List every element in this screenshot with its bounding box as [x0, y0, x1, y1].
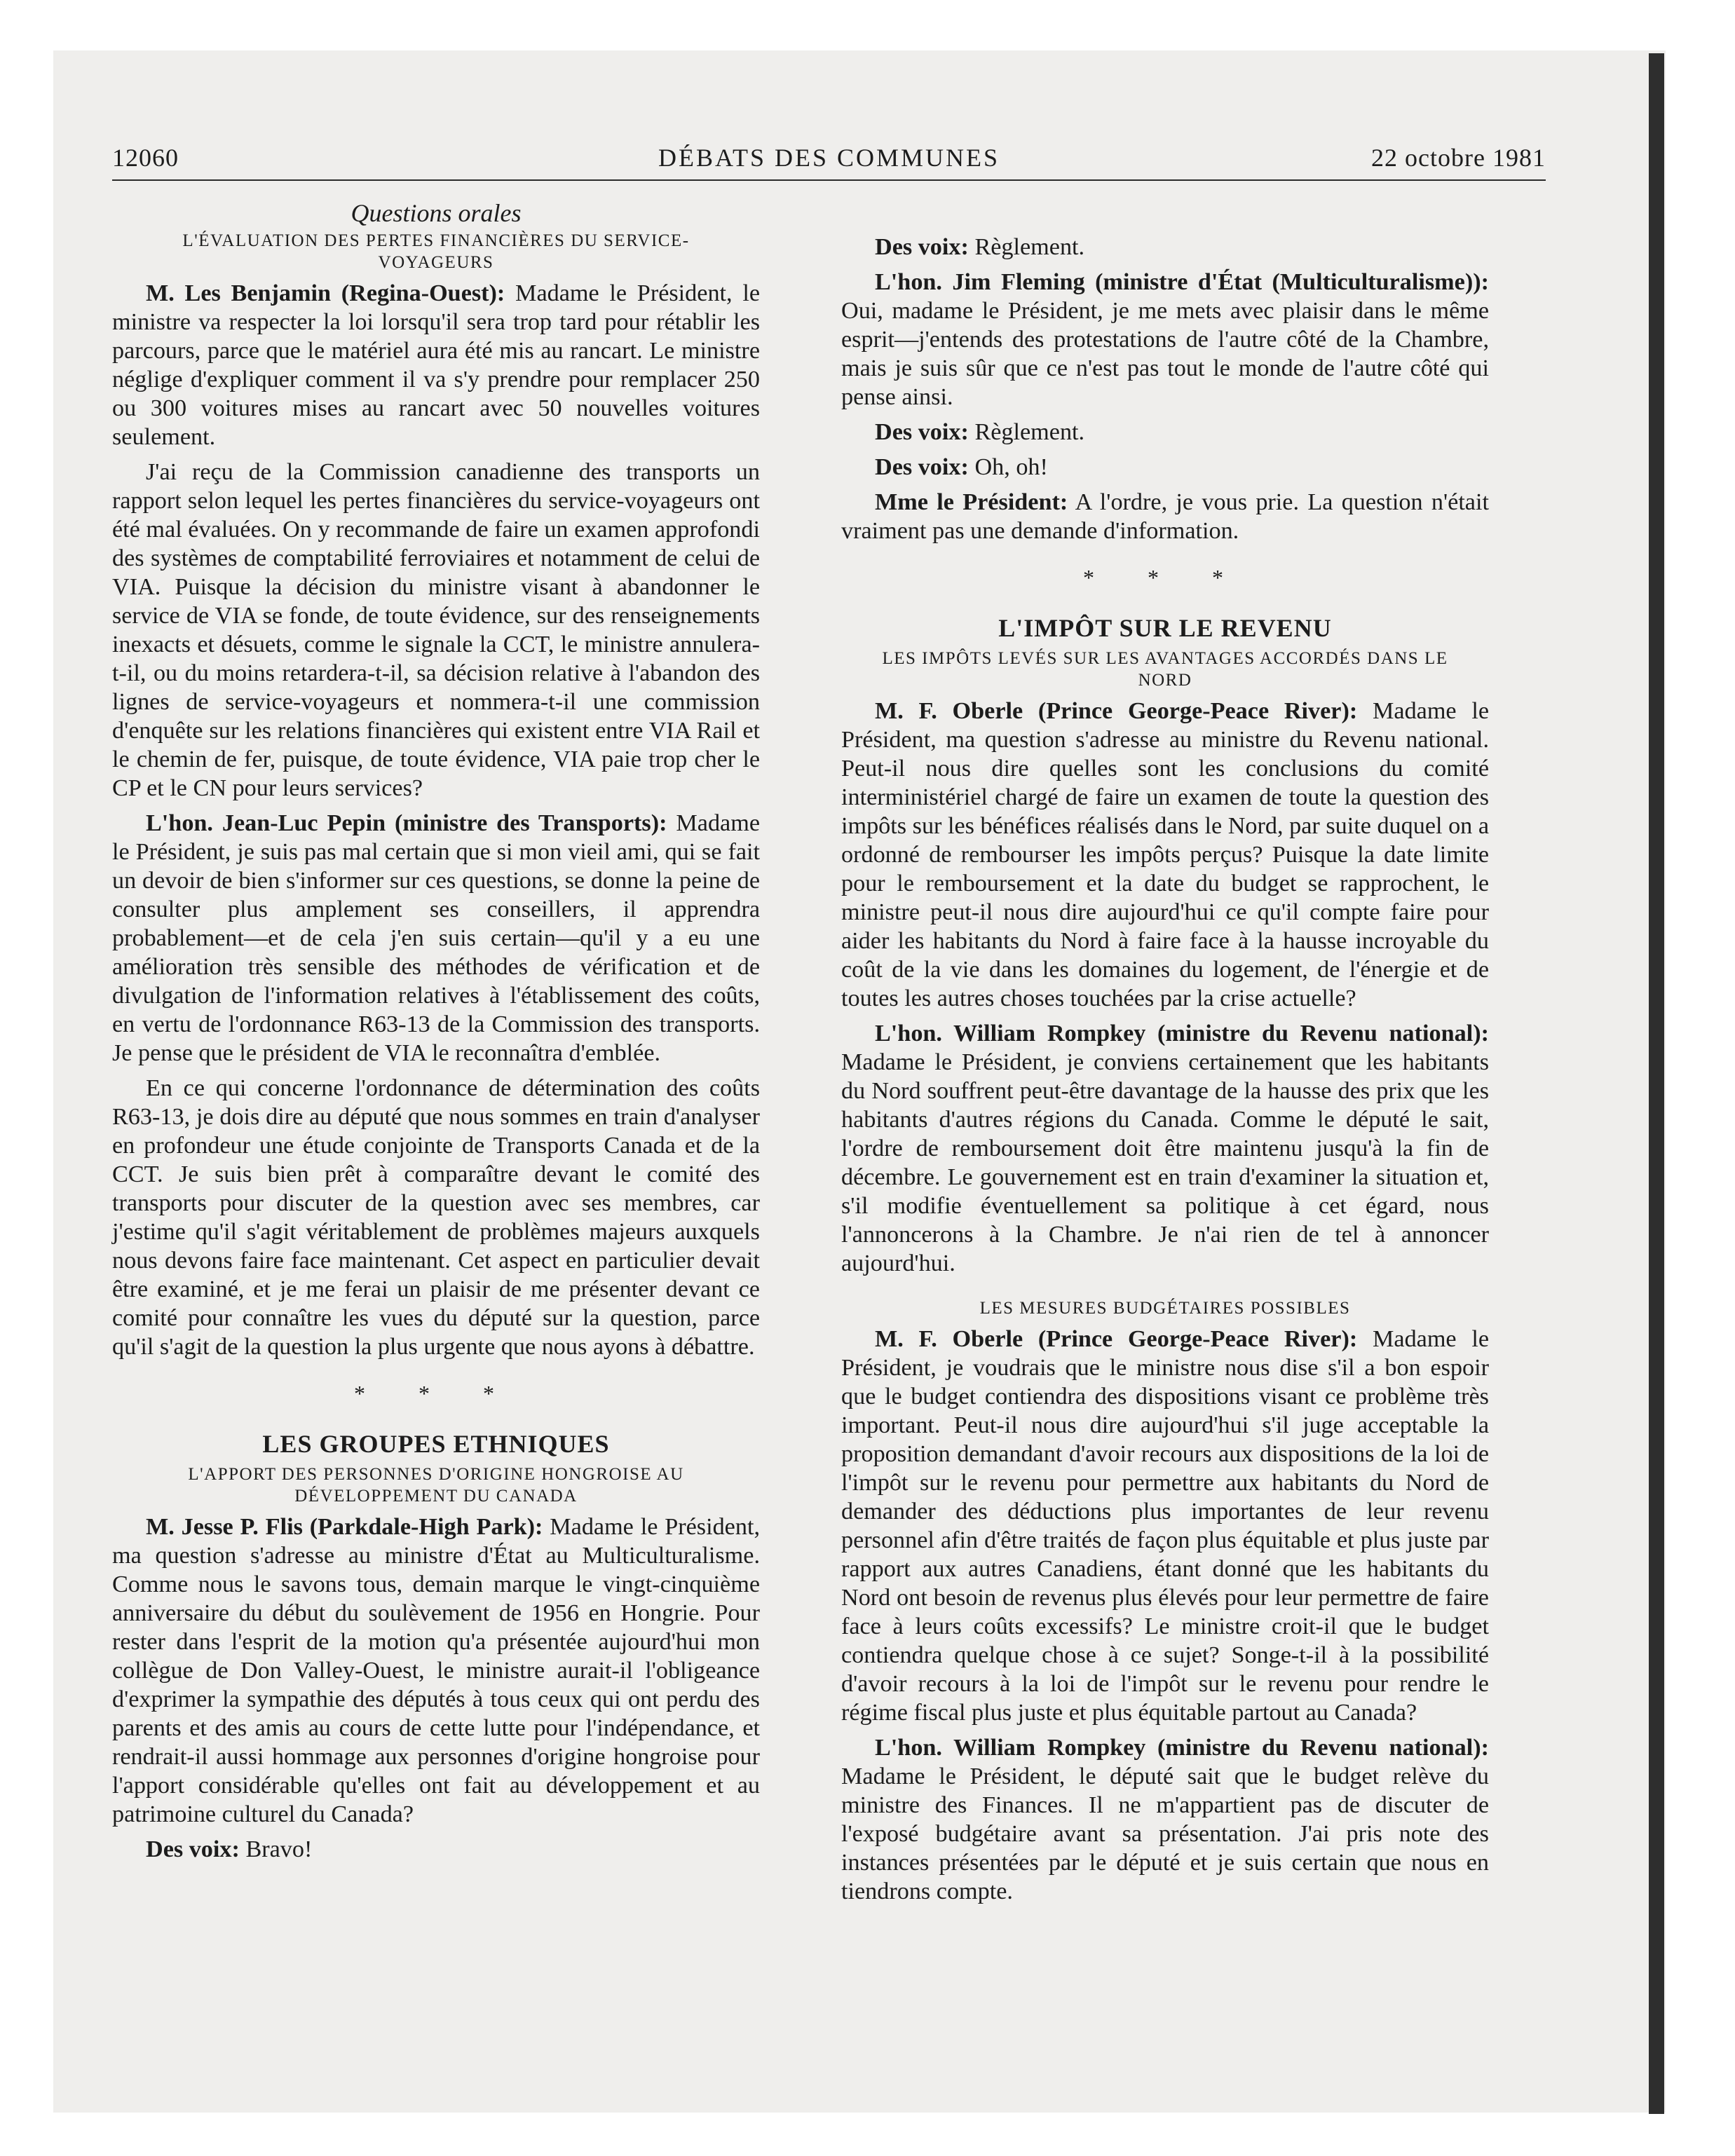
speech-text: A l'ordre, je vous prie. La question n'était vraiment pas une demande d'information.	[841, 489, 1489, 544]
speech-text: Règlement.	[968, 234, 1085, 260]
paragraph	[112, 1074, 760, 1361]
speaker-name: M. F. Oberle (Prince George-Peace River):	[875, 1326, 1358, 1352]
section-separator: * * *	[1083, 565, 1247, 590]
speech-text: Bravo!	[239, 1836, 313, 1862]
speaker-name: Des voix:	[875, 419, 969, 445]
paragraph	[841, 488, 1489, 545]
paragraph	[112, 809, 760, 1067]
scan-edge-shadow	[1649, 53, 1664, 2114]
left-column	[112, 198, 760, 1870]
speaker-name: M. Jesse P. Flis (Parkdale-High Park):	[146, 1514, 543, 1540]
speaker-name: Des voix:	[875, 454, 969, 480]
paragraph	[112, 458, 760, 803]
paragraph	[841, 1019, 1489, 1278]
speech-text: Madame le Président, je conviens certainement que les habitants du Nord souffrent peut-être davantage de la hausse des prix que les habitants d'autres régions du Canada. Comme le député le sait, l'ordre de remboursement doit être maintenu jusqu'à la fin de décembre. Le gouvernement est en train d'examiner la situation et, s'il modifie éventuellement sa politique à cet égard, nous l'annoncerons à la Chambre. Je n'ai rien de tel à annoncer aujourd'hui.	[841, 1049, 1489, 1276]
section-separator: * * *	[354, 1381, 518, 1406]
speech-text: Madame le Président, je suis pas mal certain que si mon vieil ami, qui se fait un devoir de bien s'informer sur ces questions, se donne la peine de consulter plus amplement ses conseillers, il apprendra probablement—et de cela j'en suis certain—qu'il y a eu une amélioration très sensible des méthodes de vérification et de divulgation de l'information relatives à l'établissement des coûts, en vertu de l'ordonnance R63-13 de la Commission des transports. Je pense que le président de VIA le reconnaîtra d'emblée.	[112, 810, 760, 1066]
speech-text: J'ai reçu de la Commission canadienne des transports un rapport selon lequel les pertes financières du service-voyageurs ont été mal évaluées. On y recommande de faire un examen approfondi des systèmes de comptabilité ferroviaires et notamment de celui de VIA. Puisque la décision du ministre visant à abandonner le service de VIA se fonde, de toute évidence, sur des renseignements inexacts et désuets, comme le signale la CCT, le ministre annulera-t-il, ou du moins retardera-t-il, sa décision relative à l'abandon des lignes de service-voyageurs et nommera-t-il une commission d'enquête sur les relations financières qui existent entre VIA Rail et le chemin de fer, puisque, de toute évidence, VIA paie trop cher le CP et le CN pour leurs services?	[112, 459, 760, 801]
section-heading: L'IMPÔT SUR LE REVENU	[998, 614, 1332, 642]
speech-text: En ce qui concerne l'ordonnance de détermination des coûts R63-13, je dois dire au député que nous sommes en train d'analyser en profondeur une étude conjointe de Transports Canada et de la CCT. Je suis bien prêt à comparaître devant le comité des transports pour discuter de la question avec ses membres, car j'estime qu'il s'agit véritablement de problèmes majeurs auxquels nous devons faire face maintenant. Cet aspect en particulier devait être examiné, et je me ferai un plaisir de me présenter devant ce comité pour connaître les vues du député sur la question, parce qu'il s'agit de la question la plus urgente que nous ayons à débattre.	[112, 1075, 760, 1360]
speech-text: Règlement.	[968, 419, 1085, 445]
publication-date: 22 octobre 1981	[1371, 144, 1546, 172]
paragraph	[112, 1513, 760, 1829]
speaker-name: Des voix:	[875, 234, 969, 260]
speaker-name: L'hon. William Rompkey (ministre du Revenu national):	[875, 1735, 1489, 1761]
paragraph	[841, 1733, 1489, 1906]
speech-text: Madame le Président, ma question s'adresse au ministre d'État au Multiculturalisme. Comme nous le savons tous, demain marque le vingt-cinquième anniversaire du début du soulèvement de 1956 en Hongrie. Pour rester dans l'esprit de la motion qu'a présentée aujourd'hui mon collègue de Don Valley-Ouest, le ministre aurait-il l'obligeance d'exprimer la sympathie des députés à tous ceux qui ont perdu des parents et des amis au cours de cette lutte pour l'indépendance, et rendrait-il aussi hommage aux personnes d'origine hongroise pour l'apport considérable qu'elles ont fait au développement et au patrimoine culturel du Canada?	[112, 1514, 760, 1827]
publication-title: DÉBATS DES COMMUNES	[658, 144, 1000, 172]
paragraph	[841, 418, 1489, 446]
speaker-name: L'hon. William Rompkey (ministre du Revenu national):	[875, 1021, 1489, 1046]
speech-text: Oui, madame le Président, je me mets avec plaisir dans le même esprit—j'entends des protestations de l'autre côté de la Chambre, mais je suis sûr que ce n'est pas tout le monde de l'autre côté qui pense ainsi.	[841, 298, 1489, 410]
paragraph	[841, 233, 1489, 261]
subsection-heading: LES MESURES BUDGÉTAIRES POSSIBLES	[979, 1299, 1351, 1318]
speaker-name: M. F. Oberle (Prince George-Peace River):	[875, 698, 1358, 724]
subsection-heading: L'APPORT DES PERSONNES D'ORIGINE HONGROISE AU DÉVELOPPEMENT DU CANADA	[188, 1465, 684, 1506]
speaker-name: L'hon. Jean-Luc Pepin (ministre des Transports):	[146, 810, 667, 836]
speaker-name: L'hon. Jim Fleming (ministre d'État (Multiculturalisme)):	[875, 269, 1489, 295]
speech-text: Madame le Président, le ministre va respecter la loi lorsqu'il sera trop tard pour rétablir les parcours, parce que le matériel aura été mis au rancart. Le ministre néglige d'expliquer comment il va s'y prendre pour remplacer 250 ou 300 voitures mises au rancart avec 50 nouvelles voitures seulement.	[112, 280, 760, 450]
speech-text: Madame le Président, le député sait que le budget relève du ministre des Finances. Il ne m'appartient pas de discuter de l'exposé budgétaire avant sa présentation. J'ai pris note des instances présentées par le député et je suis certain que nous en tiendrons compte.	[841, 1763, 1489, 1904]
page-number: 12060	[112, 144, 179, 172]
paragraph	[841, 268, 1489, 411]
subsection-heading: LES IMPÔTS LEVÉS SUR LES AVANTAGES ACCORDÉS DANS LE NORD	[882, 649, 1448, 690]
section-heading: Questions orales	[351, 199, 522, 227]
speech-text: Madame le Président, je voudrais que le ministre nous dise s'il a bon espoir que le budget contiendra des dispositions visant ce problème très important. Peut-il nous dire aujourd'hui s'il juge acceptable la proposition demandant d'avoir recours aux dispositions de la loi de l'impôt sur le revenu pour permettre aux habitants du Nord de demander des déductions plus importantes de leur revenu personnel afin d'être traités de façon plus équitable et plus juste par rapport aux autres Canadiens, étant donné que les habitants du Nord ont besoin de revenus plus élevés pour leur permettre de faire face à leurs coûts excessifs? Le ministre croit-il que le budget contiendra quelque chose à ce sujet? Songe-t-il à la possibilité d'avoir recours à la loi de l'impôt sur le revenu pour rendre le régime fiscal plus juste et plus équitable partout au Canada?	[841, 1326, 1489, 1726]
paragraph	[112, 1835, 760, 1864]
paragraph	[841, 697, 1489, 1013]
speaker-name: M. Les Benjamin (Regina-Ouest):	[146, 280, 505, 306]
speech-text: Madame le Président, ma question s'adresse au ministre du Revenu national. Peut-il nous dire quelles sont les conclusions du comité interministériel chargé de faire un examen de toute la question des impôts sur les bénéfices réalisés dans le Nord, par suite duquel on a ordonné de rembourser les impôts perçus? Puisque la date limite pour le remboursement et la date du budget se rapprochent, le ministre peut-il nous dire aujourd'hui ce qu'il compte faire pour aider les habitants du Nord à faire face à la hausse incroyable du coût de la vie dans les domaines du logement, de l'énergie et de toutes les autres choses touchées par la crise actuelle?	[841, 698, 1489, 1011]
paragraph	[841, 1325, 1489, 1727]
speech-text: Oh, oh!	[968, 454, 1048, 480]
page-header	[112, 143, 1546, 181]
subsection-heading: L'ÉVALUATION DES PERTES FINANCIÈRES DU SERVICE-VOYAGEURS	[182, 231, 690, 272]
paragraph	[841, 453, 1489, 482]
speaker-name: Mme le Président:	[875, 489, 1068, 515]
right-column	[841, 233, 1489, 1912]
section-heading: LES GROUPES ETHNIQUES	[262, 1430, 610, 1458]
speaker-name: Des voix:	[146, 1836, 240, 1862]
paragraph	[112, 279, 760, 451]
